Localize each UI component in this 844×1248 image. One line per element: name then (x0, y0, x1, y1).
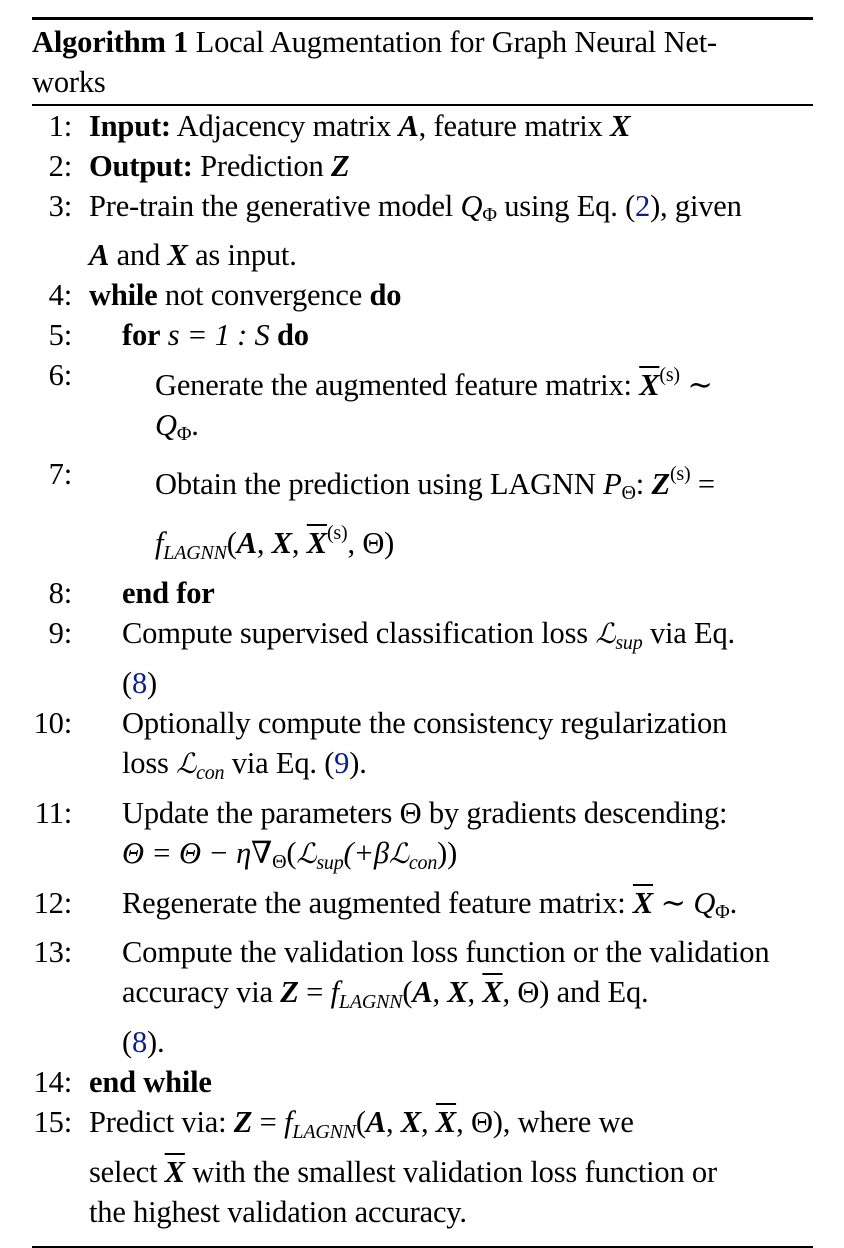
math-var-z: Z (233, 1105, 253, 1139)
equation-ref-link[interactable]: 2 (635, 189, 651, 223)
math-superscript: (s) (669, 463, 691, 485)
line-body (122, 613, 813, 703)
math-loss: ℒ (176, 747, 197, 780)
line-number: 14: (33, 1065, 72, 1099)
math-var-z: Z (280, 975, 299, 1009)
line-body (89, 275, 813, 315)
line-number: 6: (48, 358, 72, 392)
algorithm-line-14 (32, 1062, 813, 1102)
line-text: Adjacency matrix (176, 109, 392, 143)
math-var-q: Q (460, 189, 483, 223)
line-text: Predict via: (89, 1105, 227, 1139)
math-var-xbar: $\overline{X}$ (632, 886, 654, 920)
math-theta: Θ (517, 975, 540, 1009)
line-number: 1: (48, 109, 72, 143)
line-text: ( (122, 666, 132, 700)
math-var-x: X (447, 975, 468, 1009)
math-comma: , (502, 975, 510, 1009)
math-var-z: Z (330, 149, 350, 183)
algorithm-line-13 (32, 932, 813, 1062)
math-comma: , (347, 526, 355, 560)
math-theta: Θ (362, 526, 385, 560)
line-text: ( (122, 1025, 132, 1059)
math-var-xbar: $\overline{X}$ (482, 975, 503, 1009)
algorithm-title-line1: Local Augmentation for Graph Neural Net- (195, 25, 717, 59)
line-body (122, 883, 813, 932)
math-var-q: Q (155, 408, 177, 442)
line-number: 12: (33, 886, 72, 920)
line-text: accuracy via (122, 975, 273, 1009)
line-number: 2: (48, 149, 72, 183)
line-text: ). (147, 1025, 165, 1059)
algorithm-block (32, 17, 813, 1248)
math-subscript: sup (316, 852, 344, 874)
line-body (155, 355, 813, 454)
line-body (89, 1102, 813, 1232)
math-paren: )) (437, 836, 458, 870)
math-subscript: LAGNN (292, 1121, 356, 1143)
math-comma: , (386, 1105, 394, 1139)
math-var-a: A (398, 109, 419, 143)
line-text: where we (517, 1105, 634, 1139)
line-text: and Eq. (556, 975, 649, 1009)
algorithm-caption (32, 20, 813, 104)
math-var-x: X (610, 109, 631, 143)
line-number: 15: (33, 1105, 72, 1139)
line-number: 13: (33, 935, 72, 969)
keyword-end-while: end while (89, 1065, 212, 1099)
algorithm-title-line2: works (32, 64, 106, 99)
math-var-x: X (271, 526, 292, 560)
math-comma: , (421, 1105, 429, 1139)
line-text: Optionally compute the consistency regularization (122, 706, 728, 740)
math-theta: Θ (470, 1105, 493, 1139)
math-update-rule: Θ = Θ − η∇ (122, 836, 273, 870)
line-number: 7: (48, 457, 72, 491)
math-loss: ℒ (296, 837, 317, 870)
equation-ref-link[interactable]: 8 (131, 1025, 148, 1059)
line-text: : (635, 467, 645, 501)
line-number: 4: (48, 278, 72, 312)
math-superscript: (s) (659, 364, 680, 386)
algorithm-line-7 (32, 454, 813, 573)
line-text: . (191, 408, 199, 442)
math-var-a: A (365, 1105, 386, 1139)
line-text: and (116, 238, 161, 272)
line-text: Generate the augmented feature matrix: (155, 368, 632, 402)
math-comma: , (456, 1105, 464, 1139)
algorithm-line-10 (32, 703, 813, 793)
math-loop-range: s = 1 : S (167, 318, 270, 352)
line-body (89, 1062, 813, 1102)
math-superscript: (s) (326, 522, 348, 544)
equation-ref-link[interactable]: 9 (334, 746, 350, 780)
math-var-x: X (400, 1105, 422, 1139)
math-equals: = (306, 975, 324, 1009)
math-paren: ) (384, 526, 395, 560)
math-var-xbar: $\overline{X}$ (639, 368, 660, 402)
math-var-z: Z (651, 467, 670, 501)
math-func-f: f (155, 526, 164, 560)
line-body (122, 703, 813, 793)
math-loss: ℒ (388, 837, 409, 870)
line-text: Update the parameters Θ by gradients descending: (122, 796, 728, 830)
math-subscript: con (196, 762, 225, 784)
keyword-for: for (122, 318, 161, 352)
math-paren: ( (402, 975, 413, 1009)
algorithm-line-1 (32, 106, 813, 146)
math-loss: ℒ (595, 617, 616, 650)
math-comma: , (432, 975, 440, 1009)
line-text: ). (349, 746, 367, 780)
line-text: Regenerate the augmented feature matrix: (122, 886, 626, 920)
math-var-a: A (412, 975, 433, 1009)
math-paren: ( (226, 526, 237, 560)
line-number: 9: (48, 616, 72, 650)
line-text: with the smallest validation loss function or (192, 1155, 717, 1189)
algorithm-line-3 (32, 186, 813, 275)
keyword-do: do (369, 278, 402, 312)
line-text: ) (147, 666, 157, 700)
line-number: 5: (48, 318, 72, 352)
line-text: Compute supervised classification loss (122, 616, 588, 650)
line-text: Pre-train the generative model (89, 189, 454, 223)
algorithm-lines (32, 106, 813, 1232)
line-text: Compute the validation loss function or the validation (122, 935, 770, 969)
line-text: ), given (650, 189, 742, 223)
math-var-a: A (89, 238, 110, 272)
math-var-xbar: $\overline{X}$ (164, 1155, 185, 1189)
math-tilde: ∼ (687, 368, 713, 402)
line-text: . (729, 886, 737, 920)
line-body (155, 454, 813, 573)
math-subscript: Θ (272, 851, 287, 873)
line-body (122, 932, 813, 1062)
math-tilde: ∼ (660, 886, 686, 920)
algorithm-line-11 (32, 793, 813, 883)
math-subscript: Φ (482, 204, 497, 226)
math-equals: = (259, 1105, 277, 1139)
keyword-output: Output: (89, 149, 193, 183)
line-text: the highest validation accuracy. (89, 1195, 467, 1229)
algorithm-label: Algorithm 1 (32, 25, 189, 59)
math-var-p: P (603, 467, 622, 501)
math-equals: = (697, 467, 715, 501)
line-text: select (89, 1155, 158, 1189)
line-text: Obtain the prediction using LAGNN (155, 467, 596, 501)
algorithm-line-8 (32, 573, 813, 613)
math-subscript: LAGNN (338, 991, 403, 1013)
line-text: via Eq. ( (231, 746, 335, 780)
math-var-x: X (167, 238, 188, 272)
math-beta: (+β (343, 836, 389, 870)
line-body (89, 146, 813, 186)
line-text: using Eq. ( (504, 189, 636, 223)
line-number: 3: (48, 189, 72, 223)
algorithm-line-5 (32, 315, 813, 355)
math-var-a: A (236, 526, 257, 560)
line-body (122, 573, 813, 613)
math-paren: ( (286, 836, 297, 870)
line-body (89, 106, 813, 146)
math-comma: , (467, 975, 475, 1009)
algorithm-line-9 (32, 613, 813, 703)
line-number: 8: (48, 576, 72, 610)
math-subscript: Φ (715, 901, 730, 923)
line-body (122, 315, 813, 355)
algorithm-line-4 (32, 275, 813, 315)
math-subscript: Φ (176, 423, 192, 445)
line-text: via Eq. (649, 616, 735, 650)
math-comma: , (291, 526, 300, 560)
line-body (122, 793, 813, 883)
math-subscript: Θ (621, 482, 636, 504)
line-number: 11: (34, 796, 72, 830)
math-subscript: LAGNN (163, 542, 227, 564)
equation-ref-link[interactable]: 8 (131, 666, 148, 700)
algorithm-line-12 (32, 883, 813, 932)
line-text: , feature matrix (418, 109, 603, 143)
algorithm-line-2 (32, 146, 813, 186)
math-paren: ) (539, 975, 550, 1009)
math-func-f: f (330, 975, 339, 1009)
line-text: Prediction (200, 149, 324, 183)
math-func-f: f (284, 1105, 293, 1139)
line-text: loss (122, 746, 169, 780)
keyword-input: Input: (89, 109, 171, 143)
math-var-xbar: $\overline{X}$ (306, 526, 327, 560)
keyword-do: do (277, 318, 309, 352)
algorithm-line-15 (32, 1102, 813, 1232)
math-var-q: Q (693, 886, 716, 920)
math-var-xbar: $\overline{X}$ (435, 1105, 457, 1139)
line-body (89, 186, 813, 275)
math-paren: ), (492, 1105, 511, 1139)
keyword-while: while (89, 278, 158, 312)
math-paren: ( (355, 1105, 366, 1139)
math-subscript: sup (615, 632, 643, 654)
line-text: not convergence (164, 278, 363, 312)
math-comma: , (256, 526, 265, 560)
line-number: 10: (33, 706, 72, 740)
keyword-end-for: end for (122, 576, 215, 610)
math-subscript: con (408, 852, 438, 874)
algorithm-line-6 (32, 355, 813, 454)
line-text: as input. (195, 238, 297, 272)
